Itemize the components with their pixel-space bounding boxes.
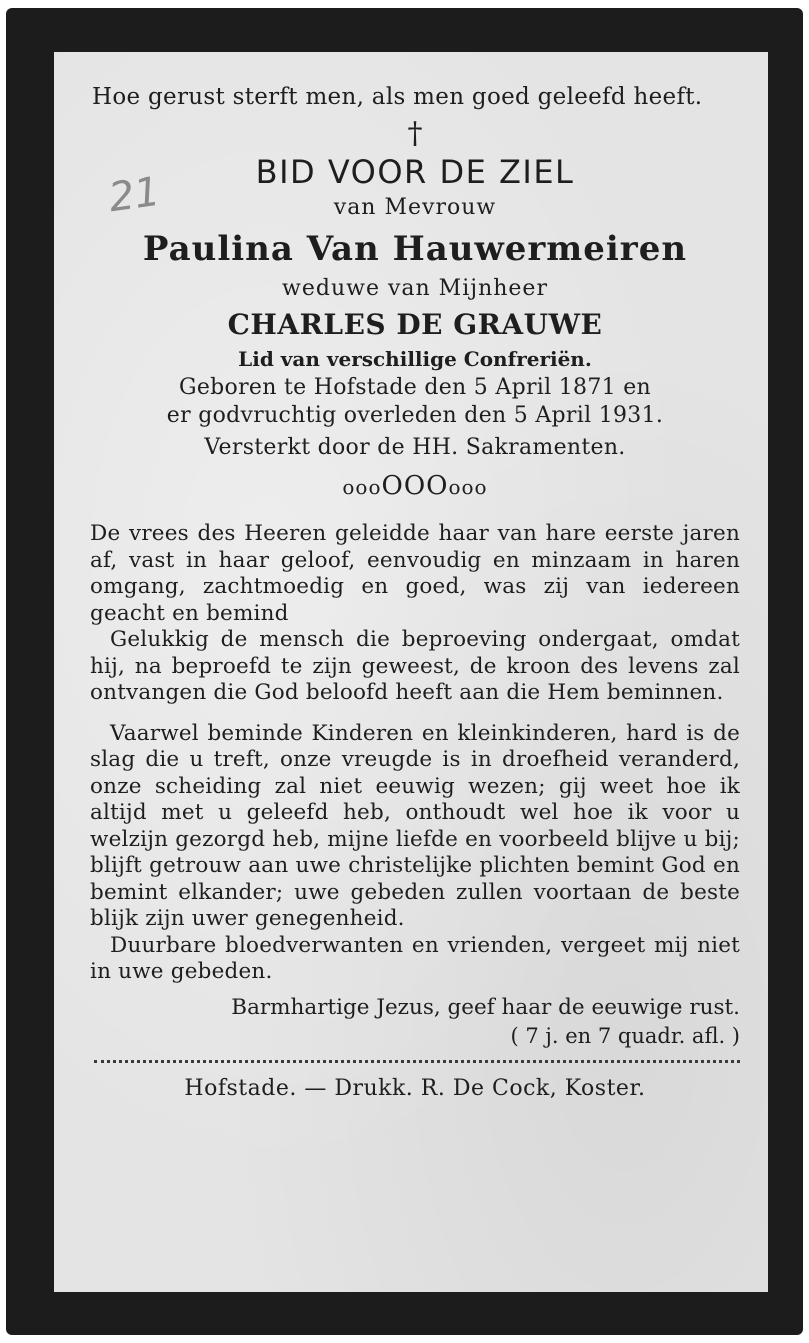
ornament	[90, 466, 740, 507]
husband-name: CHARLES DE GRAUWE	[227, 308, 603, 341]
ornament-big: OOO	[381, 471, 449, 501]
paragraph-2: Gelukkig de mensch die beproeving ondergaat, omdat hij, na beproefd te zijn geweest, de kroon des levens zal ontvangen die God beloofd heeft aan die Hem beminnen.	[90, 627, 740, 705]
death-line: er godvruchtig overleden den 5 April 1931.	[166, 403, 664, 428]
van-mevrouw: van Mevrouw	[333, 195, 497, 220]
ornament-small-left: ooo	[342, 475, 382, 499]
card-content	[90, 82, 740, 1105]
heading: BID VOOR DE ZIEL	[255, 153, 575, 191]
closing-prayer: Barmhartige Jezus, geef haar de eeuwige rust.	[231, 994, 740, 1020]
cross-icon: †	[407, 116, 423, 151]
member-of: Lid van verschillige Confreriën.	[238, 347, 592, 371]
memorial-card	[6, 8, 803, 1335]
paragraph-3: Vaarwel beminde Kinderen en kleinkinderen, hard is de slag die u treft, onze vreugde is in droefheid veranderd, onze scheiding zal niet eeuwig wezen; gij weet hoe ik altijd met u geleefd heb, onthoudt wel hoe ik voor u welzijn gezorgd heb, mijne liefde en voorbeeld blijve u bij; blijft getrouw aan uwe christelijke plichten bemint God en bemint elkander; uwe gebeden zullen voortaan de beste blijk zijn uwer genegenheid.	[90, 720, 740, 931]
widow-of: weduwe van Mijnheer	[282, 276, 548, 301]
printer-line: Hofstade. — Drukk. R. De Cock, Koster.	[184, 1075, 646, 1101]
paragraph-4: Duurbare bloedverwanten en vrienden, vergeet mij niet in uwe gebeden.	[90, 932, 740, 984]
sacraments-line: Versterkt door de HH. Sakramenten.	[204, 435, 626, 460]
deceased-name: Paulina Van Hauwermeiren	[142, 229, 688, 269]
indulgence-note: ( 7 j. en 7 quadr. afl. )	[510, 1023, 740, 1048]
handwritten-mark: 21	[106, 168, 163, 222]
ornament-small-right: ooo	[448, 475, 488, 499]
card-paper	[54, 52, 768, 1292]
motto: Hoe gerust sterft men, als men goed geleefd heeft.	[92, 84, 703, 110]
dotted-divider	[94, 1060, 740, 1063]
paragraph-1: De vrees des Heeren geleidde haar van hare eerste jaren af, vast in haar geloof, eenvoudig en minzaam in haren omgang, zachtmoedig en goed, was zij van iedereen geacht en bemind	[90, 521, 740, 626]
birth-line: Geboren te Hofstade den 5 April 1871 en	[178, 375, 652, 400]
